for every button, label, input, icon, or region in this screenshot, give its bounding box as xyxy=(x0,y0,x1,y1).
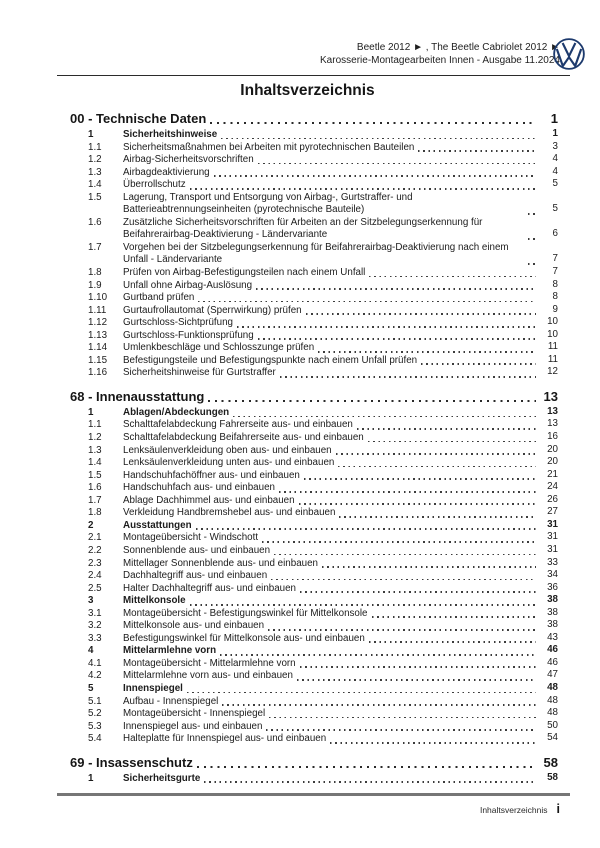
toc-item[interactable] xyxy=(88,608,558,621)
toc-item-page: 7 xyxy=(552,253,558,265)
toc-item-number: 4.1 xyxy=(88,657,102,669)
toc-item[interactable] xyxy=(88,696,558,709)
toc-item-title: Sicherheitsmaßnahmen bei Arbeiten mit pyrotechnischen Bauteilen xyxy=(123,141,415,153)
toc-item[interactable] xyxy=(88,507,558,520)
toc-item[interactable] xyxy=(88,355,558,368)
dot-leader xyxy=(190,188,536,190)
toc-item-title: Befestigungswinkel für Mittelkonsole aus- und einbauen xyxy=(123,632,365,644)
toc-item-title: Mittelkonsole aus- und einbauen xyxy=(123,620,265,632)
dot-leader xyxy=(280,376,536,378)
dot-leader xyxy=(258,338,536,340)
dot-leader xyxy=(322,566,536,568)
toc-item-title: Befestigungsteile und Befestigungspunkte nach einem Unfall prüfen xyxy=(123,354,418,366)
toc-item-number: 1.6 xyxy=(88,216,102,228)
toc-item-title: Airbag-Sicherheitsvorschriften xyxy=(123,154,254,166)
page-title: Inhaltsverzeichnis xyxy=(240,82,375,99)
toc-item[interactable] xyxy=(88,733,558,746)
toc-item-number: 1.9 xyxy=(88,279,102,291)
toc-item[interactable] xyxy=(88,419,558,432)
toc-item-page: 47 xyxy=(547,669,558,681)
toc-item-title: Ausstattungen xyxy=(123,519,192,531)
toc-item-title: Mittelarmlehne vorn aus- und einbauen xyxy=(123,670,293,682)
toc-item-number: 1.4 xyxy=(88,457,102,469)
toc-item[interactable] xyxy=(88,658,558,671)
dot-leader xyxy=(256,288,536,290)
toc-item-title: Schalttafelabdeckung Fahrerseite aus- und einbauen xyxy=(123,419,353,431)
toc-item-number: 1.3 xyxy=(88,444,102,456)
toc-item-page: 4 xyxy=(552,153,558,165)
dot-leader xyxy=(339,516,536,518)
toc-item-title: Dachhaltegriff aus- und einbauen xyxy=(123,570,268,582)
toc-item[interactable] xyxy=(88,267,558,280)
toc-item-number: 1.4 xyxy=(88,179,102,191)
toc-item-title: Innenspiegel aus- und einbauen xyxy=(123,720,263,732)
dot-leader xyxy=(266,729,536,731)
toc-section-title: 68 - Innenausstattung xyxy=(70,388,205,404)
toc-item-title: Mittellager Sonnenblende aus- und einbauen xyxy=(123,557,318,569)
dot-leader xyxy=(233,416,536,418)
toc-section-title: 69 - Insassenschutz xyxy=(70,754,193,770)
dot-leader xyxy=(338,466,536,468)
dot-leader xyxy=(269,717,536,719)
toc-item-page: 27 xyxy=(547,506,558,518)
toc-item-title: Ablagen/Abdeckungen xyxy=(123,406,230,418)
toc-item[interactable] xyxy=(88,179,558,192)
toc-item-page: 46 xyxy=(547,644,558,656)
toc-item-title: Gurtschloss-Funktionsprüfung xyxy=(123,329,254,341)
toc-item-title: Aufbau - Innenspiegel xyxy=(123,695,219,707)
dot-leader xyxy=(418,150,536,152)
toc-item[interactable] xyxy=(88,670,558,683)
toc-item-number: 3 xyxy=(88,595,94,607)
toc-item-page: 50 xyxy=(547,719,558,731)
toc-section-header[interactable] xyxy=(70,755,558,771)
toc-item-page: 7 xyxy=(552,266,558,278)
toc-section-page: 58 xyxy=(543,754,558,770)
toc-item[interactable] xyxy=(88,317,558,330)
toc-item-number: 1 xyxy=(88,772,94,784)
toc-item-page: 10 xyxy=(547,316,558,328)
toc-item[interactable] xyxy=(88,432,558,445)
toc-item-number: 1.13 xyxy=(88,329,108,341)
toc-item[interactable] xyxy=(88,367,558,380)
dot-leader xyxy=(190,604,536,606)
toc-item-page: 8 xyxy=(552,278,558,290)
toc-item[interactable] xyxy=(88,620,558,633)
toc-item-page: 5 xyxy=(552,203,558,215)
toc-item-title: Prüfen von Airbag-Befestigungsteilen nach einem Unfall xyxy=(123,267,366,279)
toc-item-page: 46 xyxy=(547,656,558,668)
toc-item[interactable] xyxy=(88,708,558,721)
dot-leader xyxy=(196,528,536,530)
dot-leader xyxy=(330,742,536,744)
toc-item[interactable] xyxy=(88,129,558,142)
toc-item-number: 1.5 xyxy=(88,191,102,203)
header-rule xyxy=(57,75,570,76)
dot-leader xyxy=(274,554,536,556)
toc-item-title: Handschuhfachöffner aus- und einbauen xyxy=(123,469,300,481)
toc-item-number: 1.11 xyxy=(88,304,107,316)
toc-item[interactable] xyxy=(88,520,558,533)
toc-section xyxy=(70,389,558,746)
toc-item[interactable] xyxy=(88,242,558,267)
toc-item-number: 1.7 xyxy=(88,241,102,253)
toc-item-number: 5.2 xyxy=(88,708,102,720)
dot-leader xyxy=(221,138,536,140)
toc-item-page: 6 xyxy=(552,228,558,240)
toc-item[interactable] xyxy=(88,558,558,571)
toc-section-title: 00 - Technische Daten xyxy=(70,111,207,126)
toc-item-page: 26 xyxy=(547,493,558,505)
toc-item-number: 1.2 xyxy=(88,432,102,444)
dot-leader xyxy=(262,541,536,543)
toc-item-number: 1.5 xyxy=(88,469,102,481)
toc-item-title: Zusätzliche Sicherheitsvorschriften für Arbeiten an der Sitzbelegungserkennung für Beifahrerairbag-Deaktivierung - Ländervariante xyxy=(123,216,483,241)
toc-item[interactable] xyxy=(88,595,558,608)
toc-item[interactable] xyxy=(88,142,558,155)
toc-item-page: 11 xyxy=(547,353,558,365)
dot-leader xyxy=(368,441,536,443)
dot-leader xyxy=(304,478,536,480)
toc-item-page: 31 xyxy=(547,543,558,555)
toc-item[interactable] xyxy=(88,482,558,495)
toc-item-title: Innenspiegel xyxy=(123,682,183,694)
toc-item[interactable] xyxy=(88,305,558,318)
toc-item-title: Schalttafelabdeckung Beifahrerseite aus- und einbauen xyxy=(123,432,364,444)
toc-item-title: Sicherheitshinweise xyxy=(123,129,218,140)
toc-section xyxy=(70,111,558,380)
toc-item-page: 48 xyxy=(547,707,558,719)
toc-item[interactable] xyxy=(88,167,558,180)
toc-item-page: 33 xyxy=(547,556,558,568)
toc-item-title: Überrollschutz xyxy=(123,179,186,191)
toc-item[interactable] xyxy=(88,583,558,596)
toc-item[interactable] xyxy=(88,773,558,786)
page-header xyxy=(0,0,600,76)
dot-leader xyxy=(208,400,536,402)
footer-text-block xyxy=(0,802,560,816)
toc-item-number: 2.3 xyxy=(88,557,102,569)
toc-item-title: Sicherheitsgurte xyxy=(123,772,201,784)
toc-item-page: 10 xyxy=(547,328,558,340)
toc-item-title: Montageübersicht - Mittelarmlehne vorn xyxy=(123,657,296,669)
toc-item-number: 5 xyxy=(88,682,94,694)
dot-leader xyxy=(297,679,536,681)
dot-leader xyxy=(210,122,536,124)
dot-leader xyxy=(318,351,536,353)
toc-item-page: 1 xyxy=(552,128,558,139)
toc-item-title: Gurtband prüfen xyxy=(123,292,195,304)
toc-item-page: 13 xyxy=(547,418,558,430)
toc-item[interactable] xyxy=(88,407,558,420)
toc-item-title: Montageübersicht - Befestigungswinkel für Mittelkonsole xyxy=(123,607,368,619)
dot-leader xyxy=(357,428,536,430)
toc-item-page: 38 xyxy=(547,619,558,631)
toc-item[interactable] xyxy=(88,683,558,696)
toc-item-page: 48 xyxy=(547,681,558,693)
toc-item[interactable] xyxy=(88,470,558,483)
dot-leader xyxy=(271,579,536,581)
toc-item-title: Halter Dachhaltegriff aus- und einbauen xyxy=(123,582,297,594)
toc-item-number: 1.15 xyxy=(88,354,108,366)
toc-item-number: 2.1 xyxy=(88,532,102,544)
toc-item-number: 2.5 xyxy=(88,582,102,594)
dot-leader xyxy=(279,491,536,493)
dot-leader xyxy=(372,616,536,618)
dot-leader xyxy=(204,781,536,783)
toc-item-page: 21 xyxy=(547,468,558,480)
table-of-contents xyxy=(70,111,558,785)
toc-item-number: 1.7 xyxy=(88,494,102,506)
toc-item[interactable] xyxy=(88,495,558,508)
toc-item-page: 43 xyxy=(547,631,558,643)
toc-item-number: 1.16 xyxy=(88,367,108,379)
toc-item-number: 5.1 xyxy=(88,695,102,707)
toc-item-page: 31 xyxy=(547,531,558,543)
toc-item-number: 1.2 xyxy=(88,154,102,166)
toc-item-number: 1.10 xyxy=(88,292,108,304)
toc-item-title: Lagerung, Transport und Entsorgung von Airbag-, Gurtstraffer- und Batterieabtrennungseinheiten (pyrotechnische Bauteile) xyxy=(123,191,413,216)
toc-item-number: 1.14 xyxy=(88,342,108,354)
toc-item-page: 12 xyxy=(547,366,558,378)
toc-item-number: 2.2 xyxy=(88,544,102,556)
toc-item-title: Unfall ohne Airbag-Auslösung xyxy=(123,279,253,291)
header-edition-line: Karosserie-Montagearbeiten Innen - Ausgabe 11.2024 xyxy=(320,55,560,66)
toc-item-number: 1.12 xyxy=(88,317,108,329)
toc-item-number: 1.3 xyxy=(88,166,102,178)
toc-item-page: 3 xyxy=(552,140,558,152)
toc-item-number: 5.3 xyxy=(88,720,102,732)
toc-section-header[interactable] xyxy=(70,389,558,405)
toc-item-number: 3.3 xyxy=(88,632,102,644)
toc-item-page: 8 xyxy=(552,291,558,303)
header-text-block xyxy=(320,41,560,67)
toc-item-page: 20 xyxy=(547,456,558,468)
toc-item-title: Lenksäulenverkleidung oben aus- und einbauen xyxy=(123,444,332,456)
toc-item-number: 2 xyxy=(88,519,94,531)
dot-leader xyxy=(222,704,536,706)
toc-item-title: Ablage Dachhimmel aus- und einbauen xyxy=(123,494,295,506)
dot-leader xyxy=(197,766,536,768)
toc-item-number: 3.1 xyxy=(88,607,102,619)
toc-item-title: Lenksäulenverkleidung unten aus- und einbauen xyxy=(123,457,335,469)
toc-item-title: Montageübersicht - Windschott xyxy=(123,532,259,544)
toc-item-title: Mittelarmlehne vorn xyxy=(123,645,217,657)
dot-leader xyxy=(214,175,536,177)
toc-item-number: 1.1 xyxy=(88,141,102,153)
toc-item-title: Verkleidung Handbremshebel aus- und einbauen xyxy=(123,507,336,519)
toc-section xyxy=(70,755,558,786)
toc-item-number: 1.6 xyxy=(88,482,102,494)
toc-item[interactable] xyxy=(88,217,558,242)
dot-leader xyxy=(300,666,536,668)
toc-item-page: 9 xyxy=(552,303,558,315)
toc-item-title: Montageübersicht - Innenspiegel xyxy=(123,708,266,720)
toc-item-page: 24 xyxy=(547,481,558,493)
dot-leader xyxy=(421,363,536,365)
toc-item-page: 11 xyxy=(547,341,558,353)
toc-section-header[interactable] xyxy=(70,111,558,127)
toc-item[interactable] xyxy=(88,342,558,355)
toc-item-number: 1 xyxy=(88,406,94,418)
toc-section-page: 1 xyxy=(550,111,558,126)
dot-leader xyxy=(220,654,536,656)
toc-item[interactable] xyxy=(88,721,558,734)
toc-item-page: 54 xyxy=(547,732,558,744)
toc-item[interactable] xyxy=(88,154,558,167)
toc-item-number: 4.2 xyxy=(88,670,102,682)
toc-item-title: Halteplatte für Innenspiegel aus- und einbauen xyxy=(123,733,327,745)
dot-leader xyxy=(300,591,536,593)
toc-item-title: Sonnenblende aus- und einbauen xyxy=(123,544,271,556)
toc-section-page: 13 xyxy=(543,388,558,404)
toc-item-page: 13 xyxy=(547,405,558,417)
toc-item-number: 5.4 xyxy=(88,733,102,745)
toc-item-title: Handschuhfach aus- und einbauen xyxy=(123,482,275,494)
toc-item-page: 58 xyxy=(547,771,558,783)
toc-item[interactable] xyxy=(88,292,558,305)
toc-item-title: Sicherheitshinweise für Gurtstraffer xyxy=(123,367,276,379)
toc-item-title: Airbagdeaktivierung xyxy=(123,166,210,178)
dot-leader xyxy=(306,313,536,315)
toc-item[interactable] xyxy=(88,280,558,293)
toc-item[interactable] xyxy=(88,570,558,583)
toc-item-page: 34 xyxy=(547,569,558,581)
vw-logo-icon xyxy=(552,37,586,71)
toc-item-title: Mittelkonsole xyxy=(123,595,186,607)
toc-item-number: 3.2 xyxy=(88,620,102,632)
toc-item-page: 20 xyxy=(547,443,558,455)
toc-item[interactable] xyxy=(88,633,558,646)
toc-item-page: 36 xyxy=(547,581,558,593)
toc-item[interactable] xyxy=(88,532,558,545)
dot-leader xyxy=(336,453,536,455)
toc-item-page: 48 xyxy=(547,694,558,706)
toc-item[interactable] xyxy=(88,457,558,470)
toc-item-number: 2.4 xyxy=(88,570,102,582)
toc-item[interactable] xyxy=(88,192,558,217)
header-model-line: Beetle 2012 ► , The Beetle Cabriolet 2012 ► xyxy=(356,42,560,53)
dot-leader xyxy=(369,276,536,278)
toc-item-page: 5 xyxy=(552,178,558,190)
dot-leader xyxy=(268,629,536,631)
toc-item-number: 1.1 xyxy=(88,419,102,431)
toc-item[interactable] xyxy=(88,645,558,658)
toc-item-number: 1 xyxy=(88,129,94,140)
toc-item[interactable] xyxy=(88,330,558,343)
toc-item-number: 1.8 xyxy=(88,267,102,279)
dot-leader xyxy=(198,301,536,303)
dot-leader xyxy=(237,326,536,328)
toc-item-page: 31 xyxy=(547,518,558,530)
footer-page-number: i xyxy=(556,802,560,816)
toc-item-title: Umlenkbeschläge und Schlosszunge prüfen xyxy=(123,342,315,354)
toc-item-page: 4 xyxy=(552,165,558,177)
toc-item-title: Vorgehen bei der Sitzbelegungserkennung für Beifahrerairbag-Deaktivierung nach einem Unfall - Ländervariante xyxy=(123,241,509,266)
footer-label: Inhaltsverzeichnis xyxy=(479,805,548,815)
toc-item[interactable] xyxy=(88,445,558,458)
toc-item-title: Gurtschloss-Sichtprüfung xyxy=(123,317,233,329)
toc-item-title: Gurtaufrollautomat (Sperrwirkung) prüfen xyxy=(123,304,302,316)
toc-item-number: 1.8 xyxy=(88,507,102,519)
dot-leader xyxy=(369,641,536,643)
toc-item-page: 38 xyxy=(547,594,558,606)
toc-item-page: 38 xyxy=(547,606,558,618)
toc-item-number: 4 xyxy=(88,645,94,657)
page-footer xyxy=(0,793,600,816)
dot-leader xyxy=(187,692,536,694)
toc-item-page: 16 xyxy=(547,431,558,443)
dot-leader xyxy=(299,503,536,505)
dot-leader xyxy=(258,163,536,165)
footer-rule xyxy=(57,793,570,796)
toc-item[interactable] xyxy=(88,545,558,558)
